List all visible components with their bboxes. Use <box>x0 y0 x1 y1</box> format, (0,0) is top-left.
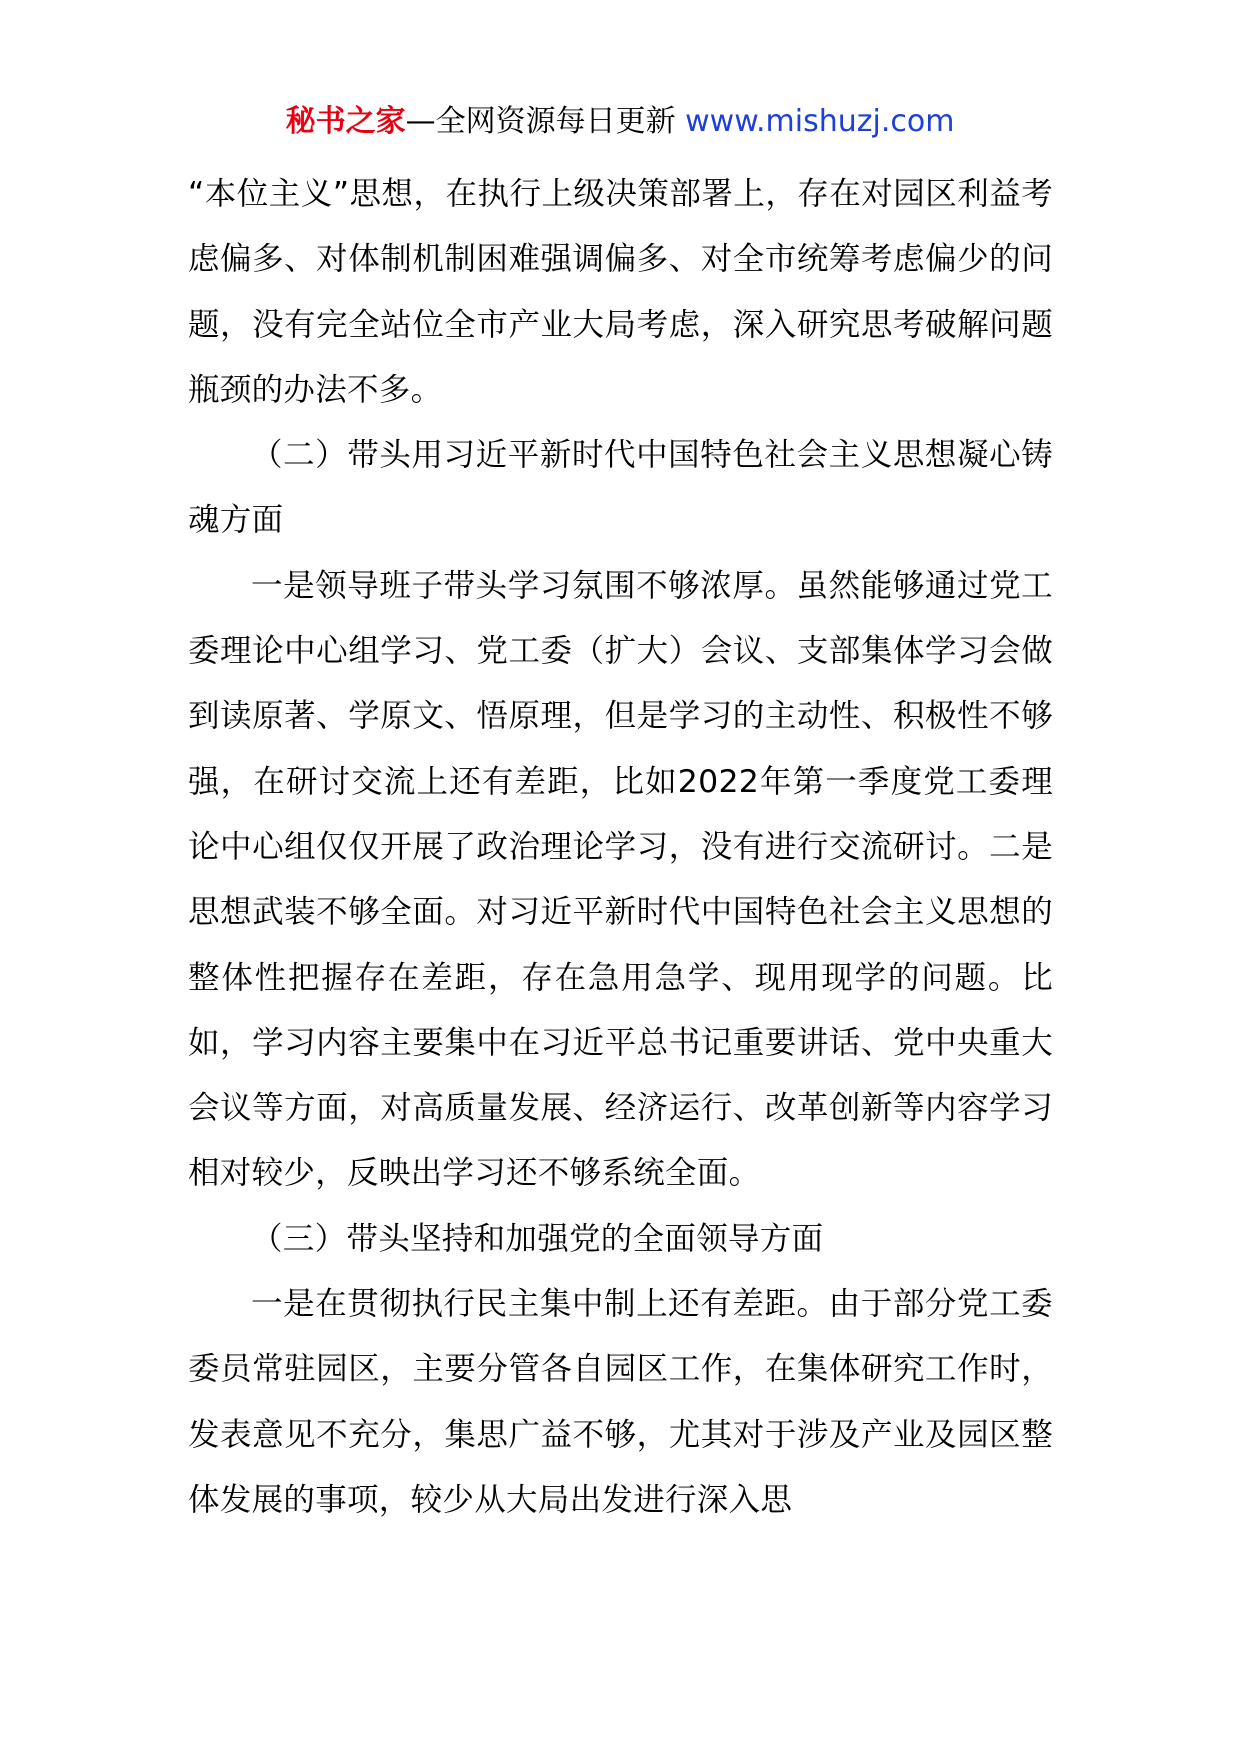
paragraph-section-2: 一是领导班子带头学习氛围不够浓厚。虽然能够通过党工委理论中心组学习、党工委（扩大）会议、支部集体学习会做到读原著、学原文、悟原理，但是学习的主动性、积极性不够强，在研讨交流上还有差距，比如2022年第一季度党工委理论中心组仅仅开展了政治理论学习，没有进行交流研讨。二是思想武装不够全面。对习近平新时代中国特色社会主义思想的整体性把握存在差距，存在急用急学、现用现学的问题。比如，学习内容主要集中在习近平总书记重要讲话、党中央重大会议等方面，对高质量发展、经济运行、改革创新等内容学习相对较少，反映出学习还不够系统全面。 <box>188 567 1053 1192</box>
section-heading-2: （二）带头用习近平新时代中国特色社会主义思想凝心铸魂方面 <box>188 437 1053 539</box>
document-body <box>188 162 1053 1533</box>
paragraph-continuation: “本位主义”思想，在执行上级决策部署上，存在对园区利益考虑偏多、对体制机制困难强调偏多、对全市统筹考虑偏少的问题，没有完全站位全市产业大局考虑，深入研究思考破解问题瓶颈的办法不多。 <box>188 176 1053 408</box>
section-heading-3: （三）带头坚持和加强党的全面领导方面 <box>251 1220 824 1257</box>
site-brand: 秘书之家 <box>285 104 406 139</box>
site-tagline: —全网资源每日更新 <box>405 104 686 139</box>
site-header <box>0 100 1240 144</box>
site-url-link[interactable]: www.mishuzj.com <box>685 104 955 139</box>
paragraph-section-3: 一是在贯彻执行民主集中制上还有差距。由于部分党工委委员常驻园区，主要分管各自园区工作，在集体研究工作时，发表意见不充分，集思广益不够，尤其对于涉及产业及园区整体发展的事项，较少从大局出发进行深入思 <box>188 1286 1053 1518</box>
